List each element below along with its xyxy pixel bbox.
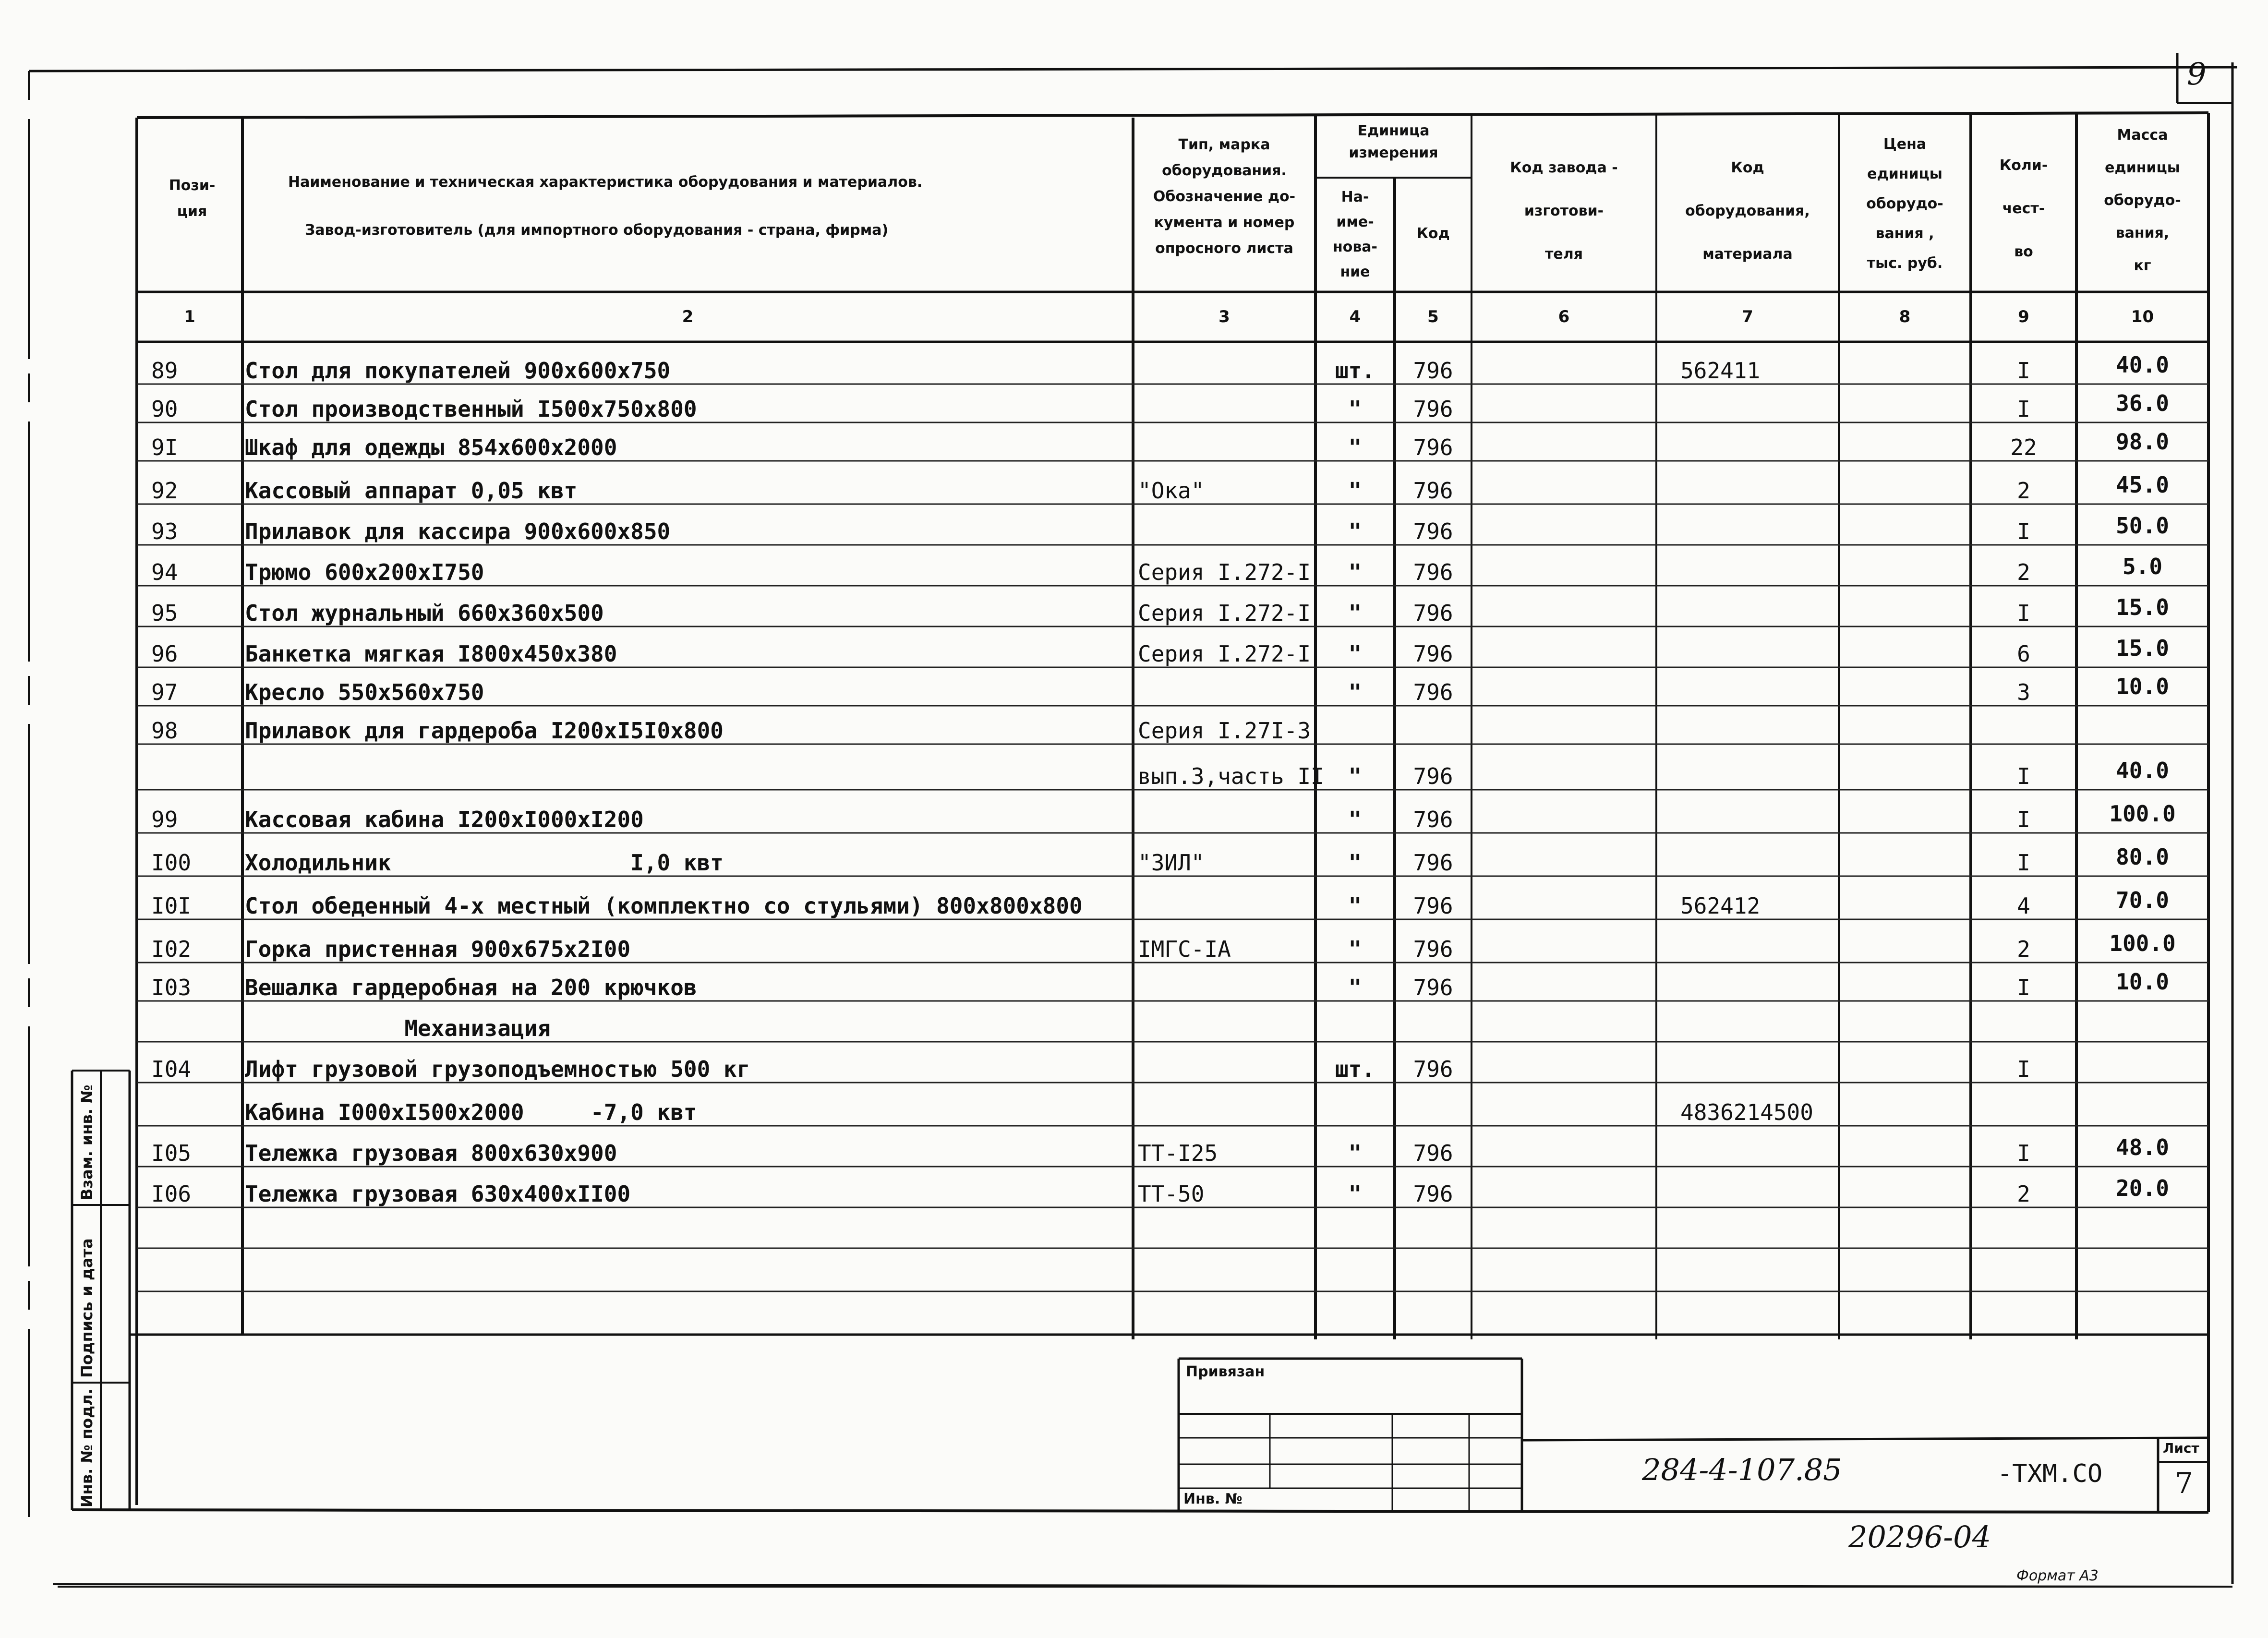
column-number: 4 bbox=[1349, 307, 1361, 326]
cell-mass: 50.0 bbox=[2116, 513, 2169, 539]
header-price: Цена единицы оборудо- вания , тыс. руб. bbox=[1866, 136, 1943, 272]
cell-code: 796 bbox=[1413, 893, 1453, 919]
cell-code: 796 bbox=[1413, 478, 1453, 504]
cell-code: 796 bbox=[1413, 434, 1453, 460]
cell-pos: I04 bbox=[151, 1056, 192, 1082]
cell-pos: I00 bbox=[151, 850, 192, 876]
cell-pos: 98 bbox=[151, 718, 178, 744]
cell-mass: 48.0 bbox=[2116, 1134, 2169, 1160]
cell-pos: I06 bbox=[151, 1181, 192, 1207]
cell-unit: " bbox=[1348, 975, 1362, 1000]
cell-unit: " bbox=[1348, 600, 1362, 626]
column-number: 8 bbox=[1899, 307, 1911, 326]
cell-mass: 70.0 bbox=[2116, 887, 2169, 913]
cell-unit: шт. bbox=[1335, 1056, 1375, 1082]
cell-type: Серия I.272-I bbox=[1138, 559, 1311, 585]
column-number: 10 bbox=[2131, 307, 2154, 326]
cell-code: 796 bbox=[1413, 763, 1453, 789]
cell-name: Стол производственный I500х750х800 bbox=[245, 396, 697, 422]
sheet-number: 7 bbox=[2175, 1467, 2194, 1500]
cell-code: 796 bbox=[1413, 1056, 1453, 1082]
header-equipment-code: Код оборудования, материала bbox=[1685, 159, 1810, 263]
cell-name: Кассовый аппарат 0,05 квт bbox=[245, 478, 578, 504]
cell-pos: I05 bbox=[151, 1140, 192, 1166]
header-quantity: Коли- чест- во bbox=[1999, 157, 2048, 260]
cell-pos: 89 bbox=[151, 358, 178, 384]
privyazan-label: Привязан bbox=[1186, 1363, 1265, 1380]
cell-qty: 2 bbox=[2017, 559, 2030, 585]
column-number: 6 bbox=[1558, 307, 1570, 326]
column-number: 5 bbox=[1427, 307, 1439, 326]
cell-mass: 10.0 bbox=[2116, 674, 2169, 699]
cell-qty: 2 bbox=[2017, 936, 2030, 962]
cell-qty: I bbox=[2017, 358, 2030, 384]
cell-qty: I bbox=[2017, 807, 2030, 832]
cell-name: Механизация bbox=[245, 1015, 551, 1041]
cell-mass: 98.0 bbox=[2116, 429, 2169, 455]
cell-pos: I0I bbox=[151, 893, 192, 919]
cell-equip: 4836214500 bbox=[1680, 1099, 1813, 1125]
cell-code: 796 bbox=[1413, 559, 1453, 585]
cell-unit: " bbox=[1348, 850, 1362, 876]
cell-mass: 80.0 bbox=[2116, 844, 2169, 870]
format-label: Формат А3 bbox=[2016, 1567, 2099, 1584]
cell-type: ТТ-I25 bbox=[1138, 1140, 1218, 1166]
cell-code: 796 bbox=[1413, 679, 1453, 705]
column-number: 1 bbox=[184, 307, 195, 326]
cell-name: Прилавок для гардероба I200хI5I0х800 bbox=[245, 718, 724, 744]
cell-unit: " bbox=[1348, 1181, 1362, 1207]
column-number: 2 bbox=[682, 307, 694, 326]
stamp-signature-date: Подпись и дата bbox=[78, 1238, 96, 1378]
document-number: 284-4-107.85 bbox=[1642, 1452, 1842, 1487]
cell-code: 796 bbox=[1413, 975, 1453, 1000]
header-mass: Масса единицы оборудо- вания, кг bbox=[2104, 127, 2181, 274]
cell-qty: I bbox=[2017, 396, 2030, 422]
cell-unit: " bbox=[1348, 1140, 1362, 1166]
cell-code: 796 bbox=[1413, 518, 1453, 544]
cell-pos: 94 bbox=[151, 559, 178, 585]
cell-type: вып.3,часть II bbox=[1138, 763, 1324, 789]
cell-code: 796 bbox=[1413, 807, 1453, 832]
cell-name: Кресло 550х560х750 bbox=[245, 679, 484, 705]
cell-name: Прилавок для кассира 900х600х850 bbox=[245, 518, 671, 544]
cell-code: 796 bbox=[1413, 358, 1453, 384]
inv-number-label: Инв. № bbox=[1183, 1491, 1243, 1507]
cell-pos: 93 bbox=[151, 518, 178, 544]
cell-pos: 97 bbox=[151, 679, 178, 705]
cell-qty: 2 bbox=[2017, 1181, 2030, 1207]
cell-unit: " bbox=[1348, 893, 1362, 919]
cell-name: Банкетка мягкая I800х450х380 bbox=[245, 641, 617, 667]
column-number: 3 bbox=[1218, 307, 1230, 326]
cell-unit: " bbox=[1348, 434, 1362, 460]
cell-type: Серия I.272-I bbox=[1138, 600, 1311, 626]
cell-unit: " bbox=[1348, 807, 1362, 832]
cell-pos: I03 bbox=[151, 975, 192, 1000]
cell-qty: I bbox=[2017, 1140, 2030, 1166]
column-number: 7 bbox=[1742, 307, 1753, 326]
cell-mass: 15.0 bbox=[2116, 635, 2169, 661]
cell-qty: 2 bbox=[2017, 478, 2030, 504]
cell-mass: 36.0 bbox=[2116, 390, 2169, 416]
cell-code: 796 bbox=[1413, 936, 1453, 962]
header-unit-group: Единица измерения bbox=[1349, 122, 1438, 161]
cell-mass: 100.0 bbox=[2109, 801, 2176, 827]
cell-code: 796 bbox=[1413, 600, 1453, 626]
cell-qty: 3 bbox=[2017, 679, 2030, 705]
cell-name: Горка пристенная 900х675х2I00 bbox=[245, 936, 631, 962]
cell-name: Шкаф для одежды 854х600х2000 bbox=[245, 434, 617, 460]
cell-qty: I bbox=[2017, 975, 2030, 1000]
stamp-replacement-inv: Взам. инв. № bbox=[78, 1084, 96, 1200]
cell-qty: I bbox=[2017, 1056, 2030, 1082]
cell-type: "ЗИЛ" bbox=[1138, 850, 1205, 876]
cell-pos: 9I bbox=[151, 434, 178, 460]
cell-mass: 5.0 bbox=[2122, 554, 2163, 579]
cell-pos: 96 bbox=[151, 641, 178, 667]
cell-qty: 4 bbox=[2017, 893, 2030, 919]
cell-qty: I bbox=[2017, 600, 2030, 626]
page-number: 9 bbox=[2187, 57, 2207, 92]
cell-code: 796 bbox=[1413, 1181, 1453, 1207]
cell-mass: 45.0 bbox=[2116, 472, 2169, 498]
cell-qty: 6 bbox=[2017, 641, 2030, 667]
cell-name: Кабина I000хI500х2000 -7,0 квт bbox=[245, 1099, 697, 1125]
header-unit-code: Код bbox=[1416, 225, 1450, 242]
cell-unit: " bbox=[1348, 518, 1362, 544]
cell-qty: 22 bbox=[2010, 434, 2037, 460]
cell-qty: I bbox=[2017, 763, 2030, 789]
cell-name: Холодильник I,0 квт bbox=[245, 850, 724, 876]
cell-code: 796 bbox=[1413, 396, 1453, 422]
header-unit-name: На- име- нова- ние bbox=[1332, 189, 1378, 280]
cell-equip: 562411 bbox=[1680, 358, 1761, 384]
sheet-label: Лист bbox=[2163, 1440, 2199, 1456]
cell-name: Стол для покупателей 900х600х750 bbox=[245, 358, 671, 384]
cell-mass: 100.0 bbox=[2109, 930, 2176, 956]
document-code: -ТХМ.СО bbox=[1997, 1459, 2103, 1488]
cell-unit: шт. bbox=[1335, 358, 1375, 384]
cell-name: Тележка грузовая 630х400хII00 bbox=[245, 1181, 631, 1207]
cell-type: ТТ-50 bbox=[1138, 1181, 1205, 1207]
archive-number: 20296-04 bbox=[1848, 1519, 1991, 1554]
cell-pos: 90 bbox=[151, 396, 178, 422]
cell-name: Стол журнальный 660х360х500 bbox=[245, 600, 604, 626]
cell-type: Серия I.27I-3 bbox=[1138, 718, 1311, 744]
header-type: Тип, марка оборудования. Обозначение до- кумента и номер опросного листа bbox=[1153, 136, 1296, 257]
cell-mass: 15.0 bbox=[2116, 594, 2169, 620]
cell-name: Лифт грузовой грузоподъемностью 500 кг bbox=[245, 1056, 750, 1082]
cell-pos: 92 bbox=[151, 478, 178, 504]
cell-unit: " bbox=[1348, 559, 1362, 585]
cell-name: Кассовая кабина I200хI000хI200 bbox=[245, 807, 644, 832]
cell-qty: I bbox=[2017, 518, 2030, 544]
cell-code: 796 bbox=[1413, 641, 1453, 667]
cell-type: "Ока" bbox=[1138, 478, 1205, 504]
header-maker-code: Код завода - изготови- теля bbox=[1510, 159, 1618, 263]
cell-unit: " bbox=[1348, 763, 1362, 789]
cell-code: 796 bbox=[1413, 1140, 1453, 1166]
cell-unit: " bbox=[1348, 679, 1362, 705]
cell-mass: 40.0 bbox=[2116, 758, 2169, 783]
cell-type: IМГС-IА bbox=[1138, 936, 1231, 962]
cell-mass: 40.0 bbox=[2116, 352, 2169, 378]
column-number: 9 bbox=[2018, 307, 2029, 326]
cell-mass: 20.0 bbox=[2116, 1175, 2169, 1201]
header-position: Пози- ция bbox=[169, 177, 216, 220]
cell-pos: 95 bbox=[151, 600, 178, 626]
cell-unit: " bbox=[1348, 936, 1362, 962]
cell-name: Трюмо 600х200хI750 bbox=[245, 559, 484, 585]
cell-unit: " bbox=[1348, 478, 1362, 504]
cell-name: Тележка грузовая 800х630х900 bbox=[245, 1140, 617, 1166]
cell-pos: 99 bbox=[151, 807, 178, 832]
stamp-original-inv: Инв. № подл. bbox=[78, 1388, 96, 1507]
cell-unit: " bbox=[1348, 396, 1362, 422]
cell-name: Вешалка гардеробная на 200 крючков bbox=[245, 975, 697, 1000]
cell-qty: I bbox=[2017, 850, 2030, 876]
cell-type: Серия I.272-I bbox=[1138, 641, 1311, 667]
cell-code: 796 bbox=[1413, 850, 1453, 876]
cell-equip: 562412 bbox=[1680, 893, 1761, 919]
cell-name: Стол обеденный 4-х местный (комплектно со стульями) 800х800х800 bbox=[245, 893, 1083, 919]
cell-mass: 10.0 bbox=[2116, 969, 2169, 995]
cell-pos: I02 bbox=[151, 936, 192, 962]
cell-unit: " bbox=[1348, 641, 1362, 667]
header-name: Наименование и техническая характеристика оборудования и материалов. Завод-изготовитель (для импортного оборудования - страна, фирма) bbox=[288, 174, 923, 239]
